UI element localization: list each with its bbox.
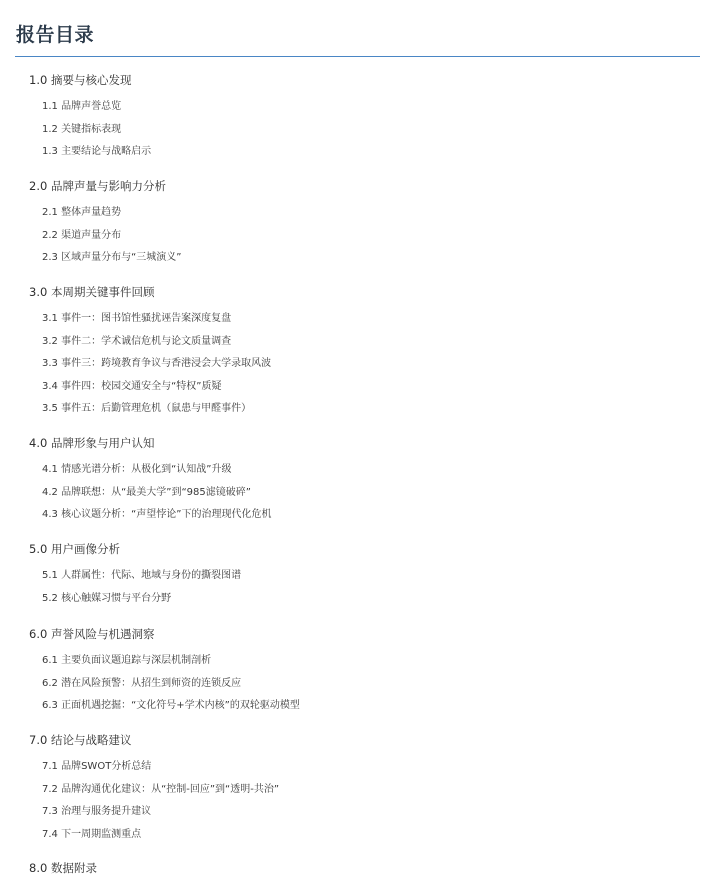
- title-divider: [15, 56, 700, 57]
- toc-item-7-4[interactable]: 7.4 下一周期监测重点: [42, 828, 142, 840]
- toc-section-5[interactable]: 5.0 用户画像分析: [29, 542, 120, 556]
- toc-item-5-1[interactable]: 5.1 人群属性：代际、地域与身份的撕裂图谱: [42, 570, 242, 581]
- page-title: 报告目录: [16, 24, 95, 46]
- toc-item-4-2[interactable]: 4.2 品牌联想：从“最美大学”到“985滤镜破碎”: [42, 486, 251, 498]
- toc-item-2-3[interactable]: 2.3 区域声量分布与“三城演义”: [42, 252, 182, 264]
- toc-item-3-5[interactable]: 3.5 事件五：后勤管理危机（鼠患与甲醛事件）: [42, 403, 252, 415]
- toc-item-3-4[interactable]: 3.4 事件四：校园交通安全与“特权”质疑: [42, 380, 222, 392]
- toc-section-4[interactable]: 4.0 品牌形象与用户认知: [29, 436, 155, 450]
- toc-item-1-2[interactable]: 1.2 关键指标表现: [42, 123, 122, 135]
- toc-item-4-1[interactable]: 4.1 情感光谱分析：从极化到“认知战”升级: [42, 464, 232, 475]
- toc-item-2-1[interactable]: 2.1 整体声量趋势: [42, 207, 122, 218]
- toc-item-7-1[interactable]: 7.1 品牌SWOT分析总结: [42, 761, 152, 772]
- toc-section-7[interactable]: 7.0 结论与战略建议: [29, 733, 132, 747]
- toc-section-3[interactable]: 3.0 本周期关键事件回顾: [29, 285, 155, 299]
- toc-section-1[interactable]: 1.0 摘要与核心发现: [29, 73, 132, 87]
- toc-item-7-3[interactable]: 7.3 治理与服务提升建议: [42, 806, 152, 818]
- toc-item-6-2[interactable]: 6.2 潜在风险预警：从招生到师资的连锁反应: [42, 677, 242, 689]
- toc-item-7-2[interactable]: 7.2 品牌沟通优化建议：从“控制-回应”到“透明-共治”: [42, 783, 280, 795]
- toc-item-6-1[interactable]: 6.1 主要负面议题追踪与深层机制剖析: [42, 655, 212, 666]
- toc-item-3-2[interactable]: 3.2 事件二：学术诚信危机与论文质量调查: [42, 335, 232, 347]
- toc-item-3-1[interactable]: 3.1 事件一：图书馆性骚扰诬告案深度复盘: [42, 313, 232, 324]
- toc-section-6[interactable]: 6.0 声誉风险与机遇洞察: [29, 627, 155, 641]
- toc-section-2[interactable]: 2.0 品牌声量与影响力分析: [29, 179, 166, 193]
- toc-item-1-1[interactable]: 1.1 品牌声誉总览: [42, 101, 122, 112]
- toc-section-8[interactable]: 8.0 数据附录: [29, 861, 97, 875]
- toc-item-3-3[interactable]: 3.3 事件三：跨境教育争议与香港浸会大学录取风波: [42, 358, 272, 370]
- toc-item-5-2[interactable]: 5.2 核心触媒习惯与平台分野: [42, 592, 172, 604]
- toc-item-2-2[interactable]: 2.2 渠道声量分布: [42, 229, 122, 241]
- toc-item-1-3[interactable]: 1.3 主要结论与战略启示: [42, 146, 152, 158]
- toc-item-4-3[interactable]: 4.3 核心议题分析：“声望悖论”下的治理现代化危机: [42, 509, 272, 521]
- toc-item-6-3[interactable]: 6.3 正面机遇挖掘：“文化符号+学术内核”的双轮驱动模型: [42, 700, 300, 712]
